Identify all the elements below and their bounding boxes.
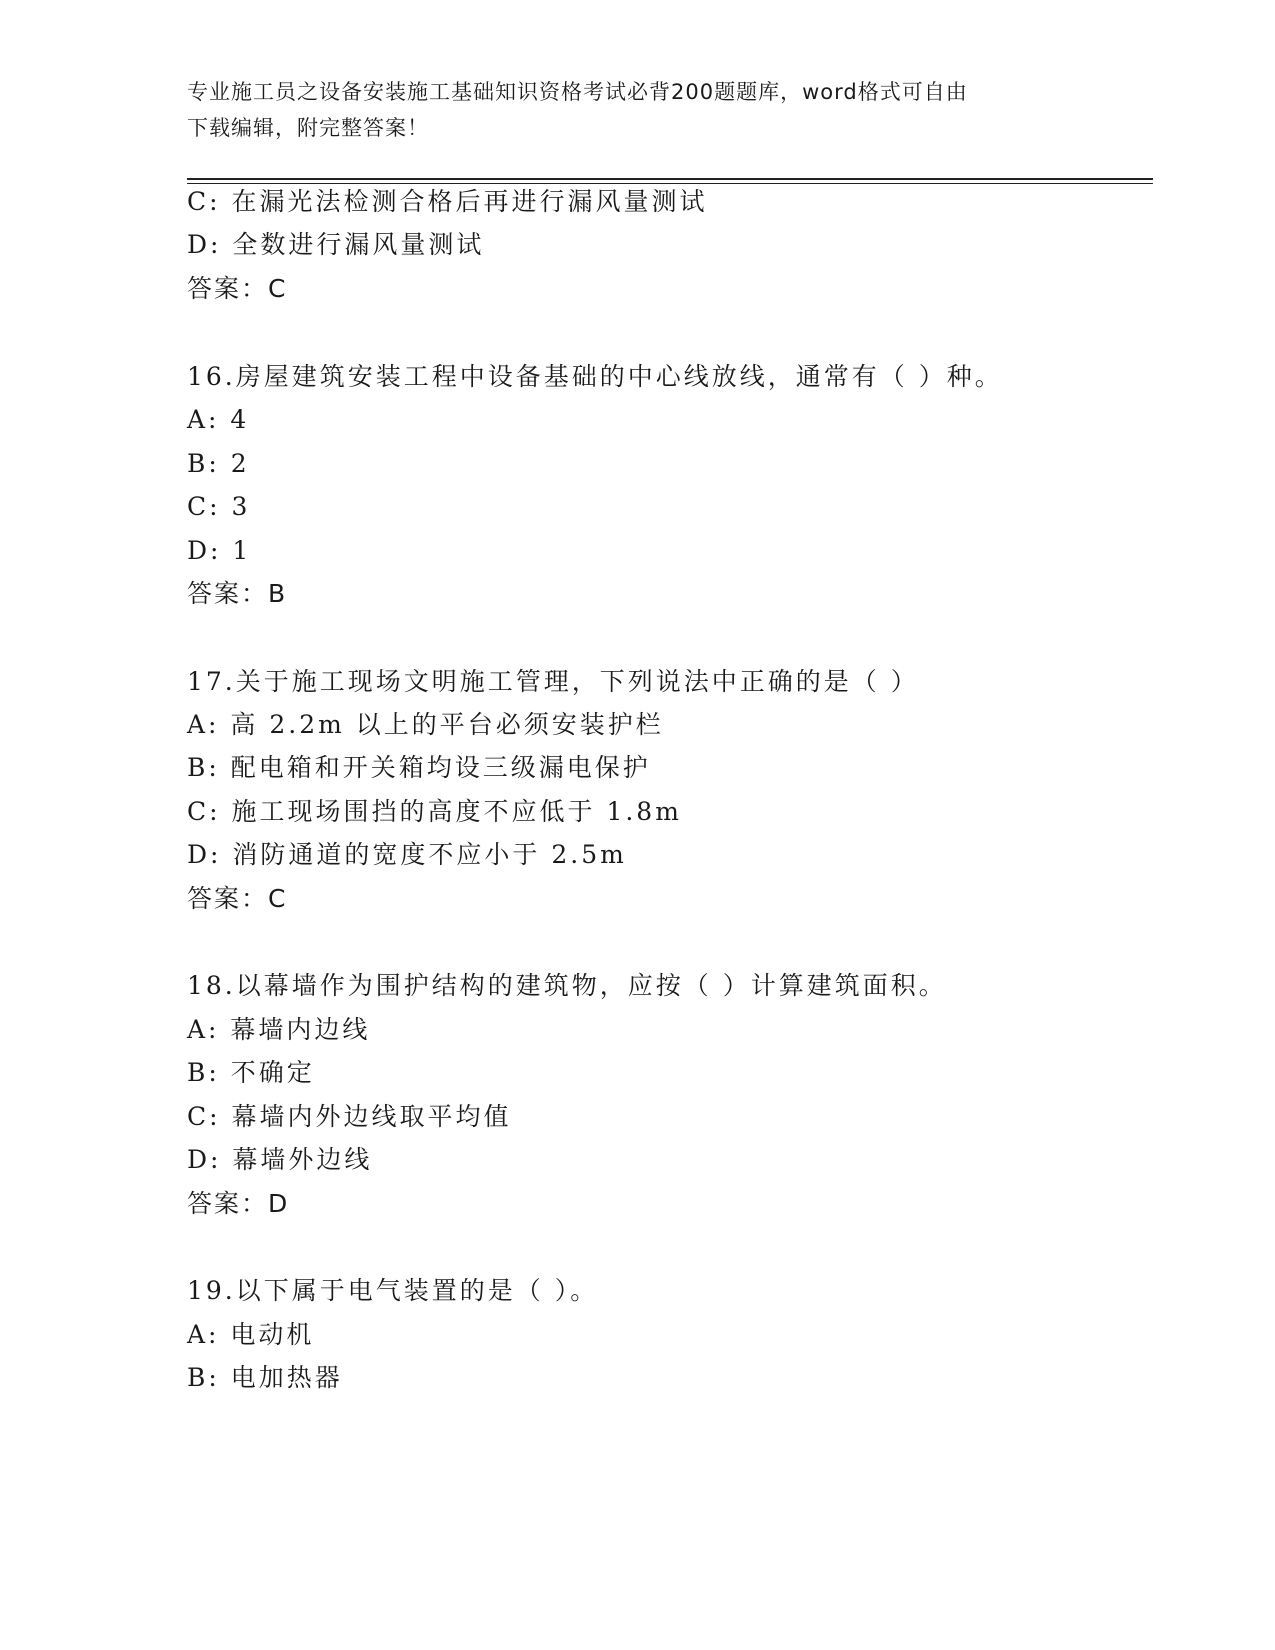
q17-answer: 答案：C xyxy=(187,884,288,913)
q18-stem: 18.以幕墙作为围护结构的建筑物，应按（ ）计算建筑面积。 xyxy=(187,971,947,1000)
document-header xyxy=(187,74,1087,146)
q15-option-d: D: 全数进行漏风量测试 xyxy=(187,230,485,259)
q16-option-c: C: 3 xyxy=(187,492,251,521)
q18-option-b: B: 不确定 xyxy=(187,1058,315,1087)
q17-option-d: D: 消防通道的宽度不应小于 2.5m xyxy=(187,840,627,869)
q18-option-c: C: 幕墙内外边线取平均值 xyxy=(187,1102,512,1131)
q19-option-b: B: 电加热器 xyxy=(187,1363,343,1392)
q17-stem: 17.关于施工现场文明施工管理，下列说法中正确的是（ ） xyxy=(187,667,919,696)
q17-option-b: B: 配电箱和开关箱均设三级漏电保护 xyxy=(187,753,651,782)
q18-option-d: D: 幕墙外边线 xyxy=(187,1145,373,1174)
header-divider-thin xyxy=(187,183,1153,184)
q16-option-b: B: 2 xyxy=(187,449,250,478)
q16-answer: 答案：B xyxy=(187,579,288,608)
q15-option-c: C: 在漏光法检测合格后再进行漏风量测试 xyxy=(187,187,708,216)
q18-answer: 答案：D xyxy=(187,1189,290,1218)
q19-stem: 19.以下属于电气装置的是（ ）。 xyxy=(187,1276,599,1305)
header-line-2: 下载编辑，附完整答案！ xyxy=(187,116,429,140)
q18-option-a: A: 幕墙内边线 xyxy=(187,1015,371,1044)
q17-option-c: C: 施工现场围挡的高度不应低于 1.8m xyxy=(187,797,682,826)
header-divider-thick xyxy=(187,178,1153,180)
q16-option-a: A: 4 xyxy=(187,405,250,434)
q16-stem: 16.房屋建筑安装工程中设备基础的中心线放线，通常有（ ）种。 xyxy=(187,362,1003,391)
header-line-1: 专业施工员之设备安装施工基础知识资格考试必背200题题库，word格式可自由 xyxy=(187,80,968,104)
q17-option-a: A: 高 2.2m 以上的平台必须安装护栏 xyxy=(187,710,664,739)
q19-option-a: A: 电动机 xyxy=(187,1320,315,1349)
q15-answer: 答案：C xyxy=(187,274,288,303)
q16-option-d: D: 1 xyxy=(187,536,252,565)
